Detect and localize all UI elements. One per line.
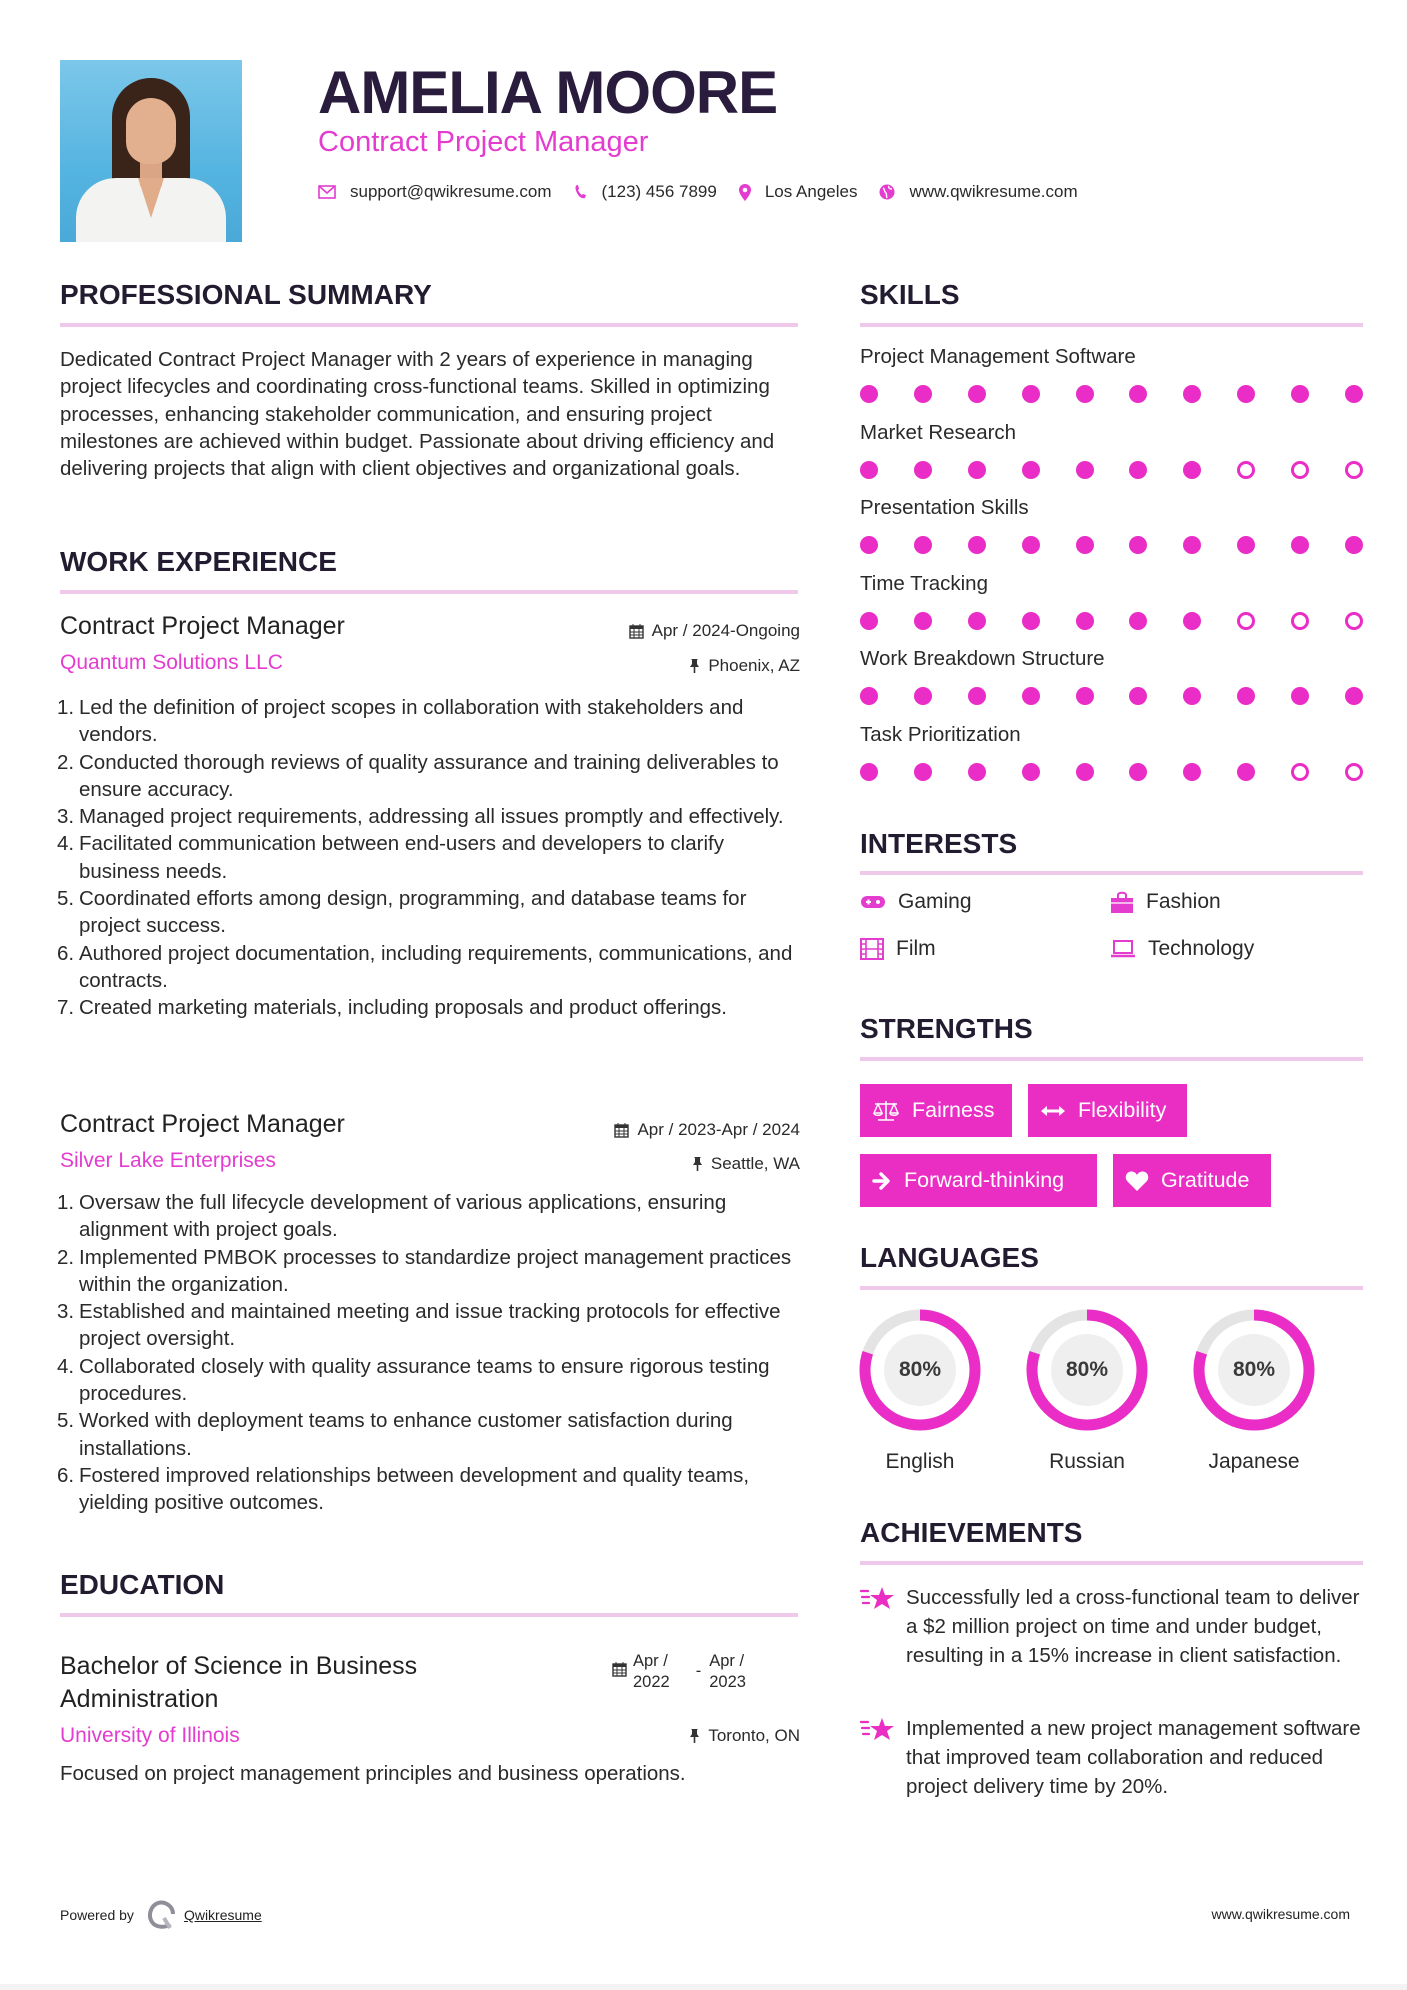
duty-item: 3. Managed project requirements, addressing all issues promptly and effectively. bbox=[57, 805, 784, 829]
duty-item: 6. Authored project documentation, including requirements, communications, and contracts. bbox=[57, 941, 793, 992]
qwikresume-link[interactable]: Qwikresume bbox=[183, 1907, 262, 1923]
globe-icon bbox=[879, 184, 895, 200]
skill-rating bbox=[860, 763, 1363, 783]
rating-dot-empty bbox=[1291, 461, 1309, 479]
job-dates bbox=[614, 1120, 800, 1140]
arrow-right-icon bbox=[872, 1171, 892, 1191]
rating-dot-filled bbox=[1183, 612, 1201, 630]
pushpin-icon bbox=[689, 1728, 700, 1744]
duty-item: 5. Coordinated efforts among design, programming, and database teams for project success. bbox=[57, 887, 747, 938]
rating-dot-filled bbox=[860, 763, 878, 781]
rating-dot-empty bbox=[1237, 612, 1255, 630]
duty-item: 3. Established and maintained meeting and issue tracking protocols for effective project oversight. bbox=[57, 1300, 781, 1351]
skill-rating bbox=[860, 385, 1363, 405]
interest-technology: Technology bbox=[1110, 937, 1254, 961]
achievements-heading: ACHIEVEMENTS bbox=[860, 1517, 1083, 1548]
interest-film: Film bbox=[860, 937, 936, 961]
achievements-divider bbox=[860, 1561, 1363, 1565]
rating-dot-filled bbox=[1076, 612, 1094, 630]
website-text: www.qwikresume.com bbox=[909, 182, 1078, 201]
rating-dot-filled bbox=[1183, 763, 1201, 781]
education-end: Apr / 2023 bbox=[709, 1652, 746, 1691]
language-percent: 80% bbox=[1232, 1358, 1276, 1381]
arrows-horizontal-icon bbox=[1040, 1104, 1066, 1118]
duty-item: 2. Conducted thorough reviews of quality assurance and training deliverables to ensure accuracy. bbox=[57, 750, 779, 801]
footer-powered-by: Powered by Qwikresume bbox=[60, 1900, 262, 1930]
summary-heading: PROFESSIONAL SUMMARY bbox=[60, 279, 432, 310]
rating-dot-filled bbox=[860, 612, 878, 630]
education-school: University of Illinois bbox=[60, 1724, 240, 1747]
rating-dot-filled bbox=[914, 763, 932, 781]
experience-divider bbox=[60, 590, 798, 594]
balance-scale-icon bbox=[872, 1100, 900, 1122]
rating-dot-filled bbox=[1129, 763, 1147, 781]
job-duties-list bbox=[57, 694, 798, 1022]
skill-name: Market Research bbox=[860, 420, 1017, 444]
rating-dot-filled bbox=[1183, 687, 1201, 705]
job-title: Contract Project Manager bbox=[60, 1110, 345, 1138]
job-company: Quantum Solutions LLC bbox=[60, 651, 283, 674]
rating-dot-filled bbox=[968, 385, 986, 403]
skill-rating bbox=[860, 461, 1363, 481]
contact-website[interactable] bbox=[879, 182, 1077, 202]
job-dates-text: Apr / 2023-Apr / 2024 bbox=[637, 1120, 800, 1139]
rating-dot-filled bbox=[1076, 461, 1094, 479]
duty-item: 6. Fostered improved relationships between development and quality teams, yielding positive outcomes. bbox=[57, 1463, 750, 1515]
languages-divider bbox=[860, 1286, 1363, 1290]
rating-dot-filled bbox=[968, 763, 986, 781]
rating-dot-filled bbox=[1076, 536, 1094, 554]
skill-rating bbox=[860, 536, 1363, 556]
gamepad-icon bbox=[860, 894, 886, 910]
education-heading: EDUCATION bbox=[60, 1569, 225, 1600]
education-description: Focused on project management principles and business operations. bbox=[60, 1762, 686, 1785]
rating-dot-filled bbox=[968, 612, 986, 630]
rating-dot-filled bbox=[1345, 385, 1363, 403]
location-text: Los Angeles bbox=[764, 182, 858, 201]
language-progress-ring bbox=[858, 1308, 982, 1432]
rating-dot-empty bbox=[1237, 461, 1255, 479]
contact-phone[interactable] bbox=[574, 182, 717, 202]
rating-dot-filled bbox=[1129, 612, 1147, 630]
education-divider bbox=[60, 1613, 798, 1617]
rating-dot-filled bbox=[860, 536, 878, 554]
strengths-divider bbox=[860, 1057, 1363, 1061]
rating-dot-empty bbox=[1291, 763, 1309, 781]
rating-dot-filled bbox=[1291, 385, 1309, 403]
language-item bbox=[858, 1308, 982, 1473]
rating-dot-filled bbox=[1022, 385, 1040, 403]
interest-fashion: Fashion bbox=[1110, 890, 1221, 914]
rating-dot-filled bbox=[860, 385, 878, 403]
rating-dot-filled bbox=[1345, 687, 1363, 705]
skills-heading: SKILLS bbox=[860, 279, 960, 310]
rating-dot-filled bbox=[1237, 687, 1255, 705]
interests-divider bbox=[860, 871, 1363, 875]
rating-dot-filled bbox=[914, 385, 932, 403]
summary-divider bbox=[60, 323, 798, 327]
language-name: English bbox=[885, 1450, 955, 1473]
rating-dot-filled bbox=[968, 461, 986, 479]
duty-item: 2. Implemented PMBOK processes to standardize project management practices within the organization. bbox=[57, 1245, 792, 1296]
education-degree: Bachelor of Science in Business Administration bbox=[60, 1652, 418, 1713]
duty-item: 7. Created marketing materials, including proposals and product offerings. bbox=[57, 996, 728, 1020]
shopping-bag-icon bbox=[1110, 890, 1134, 914]
rating-dot-empty bbox=[1345, 461, 1363, 479]
rating-dot-filled bbox=[1345, 536, 1363, 554]
shooting-star-icon bbox=[860, 1585, 896, 1613]
profile-photo bbox=[60, 60, 242, 242]
rating-dot-filled bbox=[968, 536, 986, 554]
footer-website-link[interactable]: www.qwikresume.com bbox=[1211, 1906, 1350, 1922]
job-location bbox=[692, 1154, 800, 1174]
candidate-name: AMELIA MOORE bbox=[318, 59, 778, 126]
strength-forward-thinking: Forward-thinking bbox=[860, 1154, 1097, 1207]
laptop-icon bbox=[1110, 939, 1136, 959]
strength-fairness: Fairness bbox=[860, 1084, 1012, 1137]
rating-dot-filled bbox=[1183, 385, 1201, 403]
heart-icon bbox=[1125, 1170, 1149, 1192]
film-icon bbox=[860, 938, 884, 960]
map-pin-icon bbox=[739, 184, 751, 201]
calendar-icon bbox=[629, 623, 644, 639]
education-start: Apr / 2022 bbox=[633, 1652, 670, 1691]
language-progress-ring bbox=[1025, 1308, 1149, 1432]
calendar-icon bbox=[614, 1122, 629, 1138]
pushpin-icon bbox=[692, 1156, 703, 1172]
rating-dot-empty bbox=[1291, 612, 1309, 630]
rating-dot-filled bbox=[860, 687, 878, 705]
rating-dot-filled bbox=[1237, 385, 1255, 403]
candidate-title: Contract Project Manager bbox=[318, 126, 649, 158]
rating-dot-filled bbox=[914, 612, 932, 630]
education-location: Toronto, ON bbox=[689, 1726, 800, 1746]
skill-rating bbox=[860, 687, 1363, 707]
language-item bbox=[1192, 1308, 1316, 1473]
job-dates-text: Apr / 2024-Ongoing bbox=[651, 621, 800, 640]
experience-heading: WORK EXPERIENCE bbox=[60, 546, 337, 577]
skill-name: Task Prioritization bbox=[860, 722, 1021, 746]
language-percent: 80% bbox=[898, 1358, 942, 1381]
duty-item: 1. Oversaw the full lifecycle development of various applications, ensuring alignment with project goals. bbox=[57, 1191, 727, 1242]
skills-divider bbox=[860, 323, 1363, 327]
interests-heading: INTERESTS bbox=[860, 828, 1018, 859]
rating-dot-filled bbox=[914, 536, 932, 554]
qwikresume-logo-icon bbox=[148, 1900, 176, 1930]
contact-bar bbox=[318, 180, 1100, 204]
contact-location bbox=[739, 182, 858, 202]
education-dates bbox=[612, 1651, 746, 1693]
job-company: Silver Lake Enterprises bbox=[60, 1149, 276, 1172]
rating-dot-filled bbox=[1076, 385, 1094, 403]
phone-text: (123) 456 7899 bbox=[601, 182, 717, 201]
rating-dot-filled bbox=[914, 461, 932, 479]
date-separator: - bbox=[695, 1662, 702, 1680]
rating-dot-filled bbox=[1076, 687, 1094, 705]
duty-item: 1. Led the definition of project scopes in collaboration with stakeholders and vendors. bbox=[57, 696, 744, 747]
rating-dot-filled bbox=[1022, 461, 1040, 479]
job-location-text: Seattle, WA bbox=[710, 1154, 800, 1173]
duty-item: 4. Collaborated closely with quality assurance teams to ensure rigorous testing procedures. bbox=[57, 1354, 770, 1406]
pushpin-icon bbox=[689, 658, 700, 674]
resume-page: AMELIA MOORE Contract Project Manager support@qwikresume.com (123) 456 7899 Los Angeles www.qwikresume.com PROFESSIONAL SUMMARY Dedicated Contract Project Manager with 2 years of experience in managing project lifecycles and coordinating cross-functional teams. Skilled in optimizing processes, enhancing stakeholder communication, and ensuring project milestones are achieved within budget. Passionate about driving efficiency and delivering projects that align with client objectives and organizational goals. WORK EXPERIENCE Contract Project Manager Apr / 2024-Ongoing Quantum Solutions LLC Phoenix, AZ 1. Led the definition of project scopes in collaboration with stakeholders and vendors. 2. Conducted thorough reviews of quality assurance and training deliverables to ensure accuracy. 3. Managed project requirements, addressing all issues promptly and effectively. 4. Facilitated communication between end-users and developers to clarify business needs. 5. Coordinated efforts among design, programming, and database teams for project success. 6. Authored project documentation, including requirements, communications, and contracts. 7. Created marketing materials, including proposals and product offerings. Contract Project Manager Apr / 2023-Apr / 2024 Silver Lake Enterprises Seattle, WA 1. Oversaw the full lifecycle development of various applications, ensuring alignment with project goals. 2. Implemented PMBOK processes to standardize project management practices within the organization. 3. Established and maintained meeting and issue tracking protocols for effective project oversight. 4. Collaborated closely with quality assurance teams to ensure rigorous testing procedures. 5. Worked with deployment teams to enhance customer satisfaction during installations. 6. Fostered improved relationships between development and quality teams, yielding positive outcomes. EDUCATION Bachelor of Science in Business Administration Apr / 2022 - Apr / 2023 University of Illinois Toronto, ON Focused on project management principles and business operations. SKILLS Project Management Software Market Research Presentation Skills Time Tracking Work Breakdown Structure Task Prioritization INTERESTS Gaming Fashion Film Technology STRENGTHS Fairness Flexibility Forward-thinking Gratitude LANGUAGES 80% English 80% Russian 80% Japanese ACHIEVEMENTS Successfully led a cross-functional team to deliver a $2 million project on time and under budget, resulting in a 15% increase in client satisfaction. Implemented a new project management software that improved team collaboration and reduced project delivery time by 20%. Powered by Qwikresume www.qwikresume.com bbox=[0, 0, 1407, 1990]
rating-dot-filled bbox=[1291, 536, 1309, 554]
rating-dot-empty bbox=[1345, 612, 1363, 630]
envelope-icon bbox=[318, 185, 336, 199]
rating-dot-filled bbox=[968, 687, 986, 705]
phone-icon bbox=[574, 184, 588, 200]
strength-flexibility: Flexibility bbox=[1028, 1084, 1187, 1137]
strengths-heading: STRENGTHS bbox=[860, 1013, 1033, 1044]
strength-gratitude: Gratitude bbox=[1113, 1154, 1271, 1207]
languages-heading: LANGUAGES bbox=[860, 1242, 1039, 1273]
contact-email[interactable] bbox=[318, 182, 552, 202]
duty-item: 4. Facilitated communication between end-users and developers to clarify business needs. bbox=[57, 832, 724, 883]
language-name: Japanese bbox=[1208, 1450, 1300, 1473]
duty-item: 5. Worked with deployment teams to enhance customer satisfaction during installations. bbox=[57, 1409, 733, 1460]
skill-rating bbox=[860, 612, 1363, 632]
rating-dot-filled bbox=[1129, 536, 1147, 554]
rating-dot-filled bbox=[1022, 536, 1040, 554]
skill-name: Work Breakdown Structure bbox=[860, 647, 1105, 670]
shooting-star-icon bbox=[860, 1716, 896, 1744]
rating-dot-filled bbox=[1129, 461, 1147, 479]
email-text: support@qwikresume.com bbox=[350, 182, 552, 201]
rating-dot-filled bbox=[1291, 687, 1309, 705]
rating-dot-filled bbox=[1237, 536, 1255, 554]
summary-text: Dedicated Contract Project Manager with 2 years of experience in managing project lifecycles and coordinating cross-functional teams. Skilled in optimizing processes, enhancing stakeholder communication, and ensuring project milestones are achieved within budget. Passionate about driving efficiency and delivering projects that align with client objectives and organizational goals. bbox=[60, 348, 775, 481]
rating-dot-filled bbox=[1076, 763, 1094, 781]
calendar-icon bbox=[612, 1661, 627, 1677]
rating-dot-filled bbox=[1022, 612, 1040, 630]
job-duties-list bbox=[57, 1189, 798, 1517]
job-dates bbox=[629, 621, 800, 641]
language-name: Russian bbox=[1049, 1450, 1125, 1473]
rating-dot-filled bbox=[1129, 385, 1147, 403]
rating-dot-filled bbox=[1022, 763, 1040, 781]
skill-name: Time Tracking bbox=[860, 571, 988, 595]
rating-dot-empty bbox=[1345, 763, 1363, 781]
rating-dot-filled bbox=[1022, 687, 1040, 705]
rating-dot-filled bbox=[1183, 461, 1201, 479]
rating-dot-filled bbox=[1183, 536, 1201, 554]
interest-gaming: Gaming bbox=[860, 890, 972, 914]
language-progress-ring bbox=[1192, 1308, 1316, 1432]
rating-dot-filled bbox=[1129, 687, 1147, 705]
language-percent: 80% bbox=[1065, 1358, 1109, 1381]
job-title: Contract Project Manager bbox=[60, 612, 345, 640]
page-bottom-strip bbox=[0, 1984, 1407, 1990]
skill-name: Project Management Software bbox=[860, 345, 1136, 368]
job-location-text: Phoenix, AZ bbox=[708, 656, 800, 675]
skill-name: Presentation Skills bbox=[860, 496, 1029, 519]
rating-dot-filled bbox=[860, 461, 878, 479]
rating-dot-filled bbox=[1237, 763, 1255, 781]
rating-dot-filled bbox=[914, 687, 932, 705]
language-item bbox=[1025, 1308, 1149, 1473]
job-location bbox=[689, 656, 800, 676]
